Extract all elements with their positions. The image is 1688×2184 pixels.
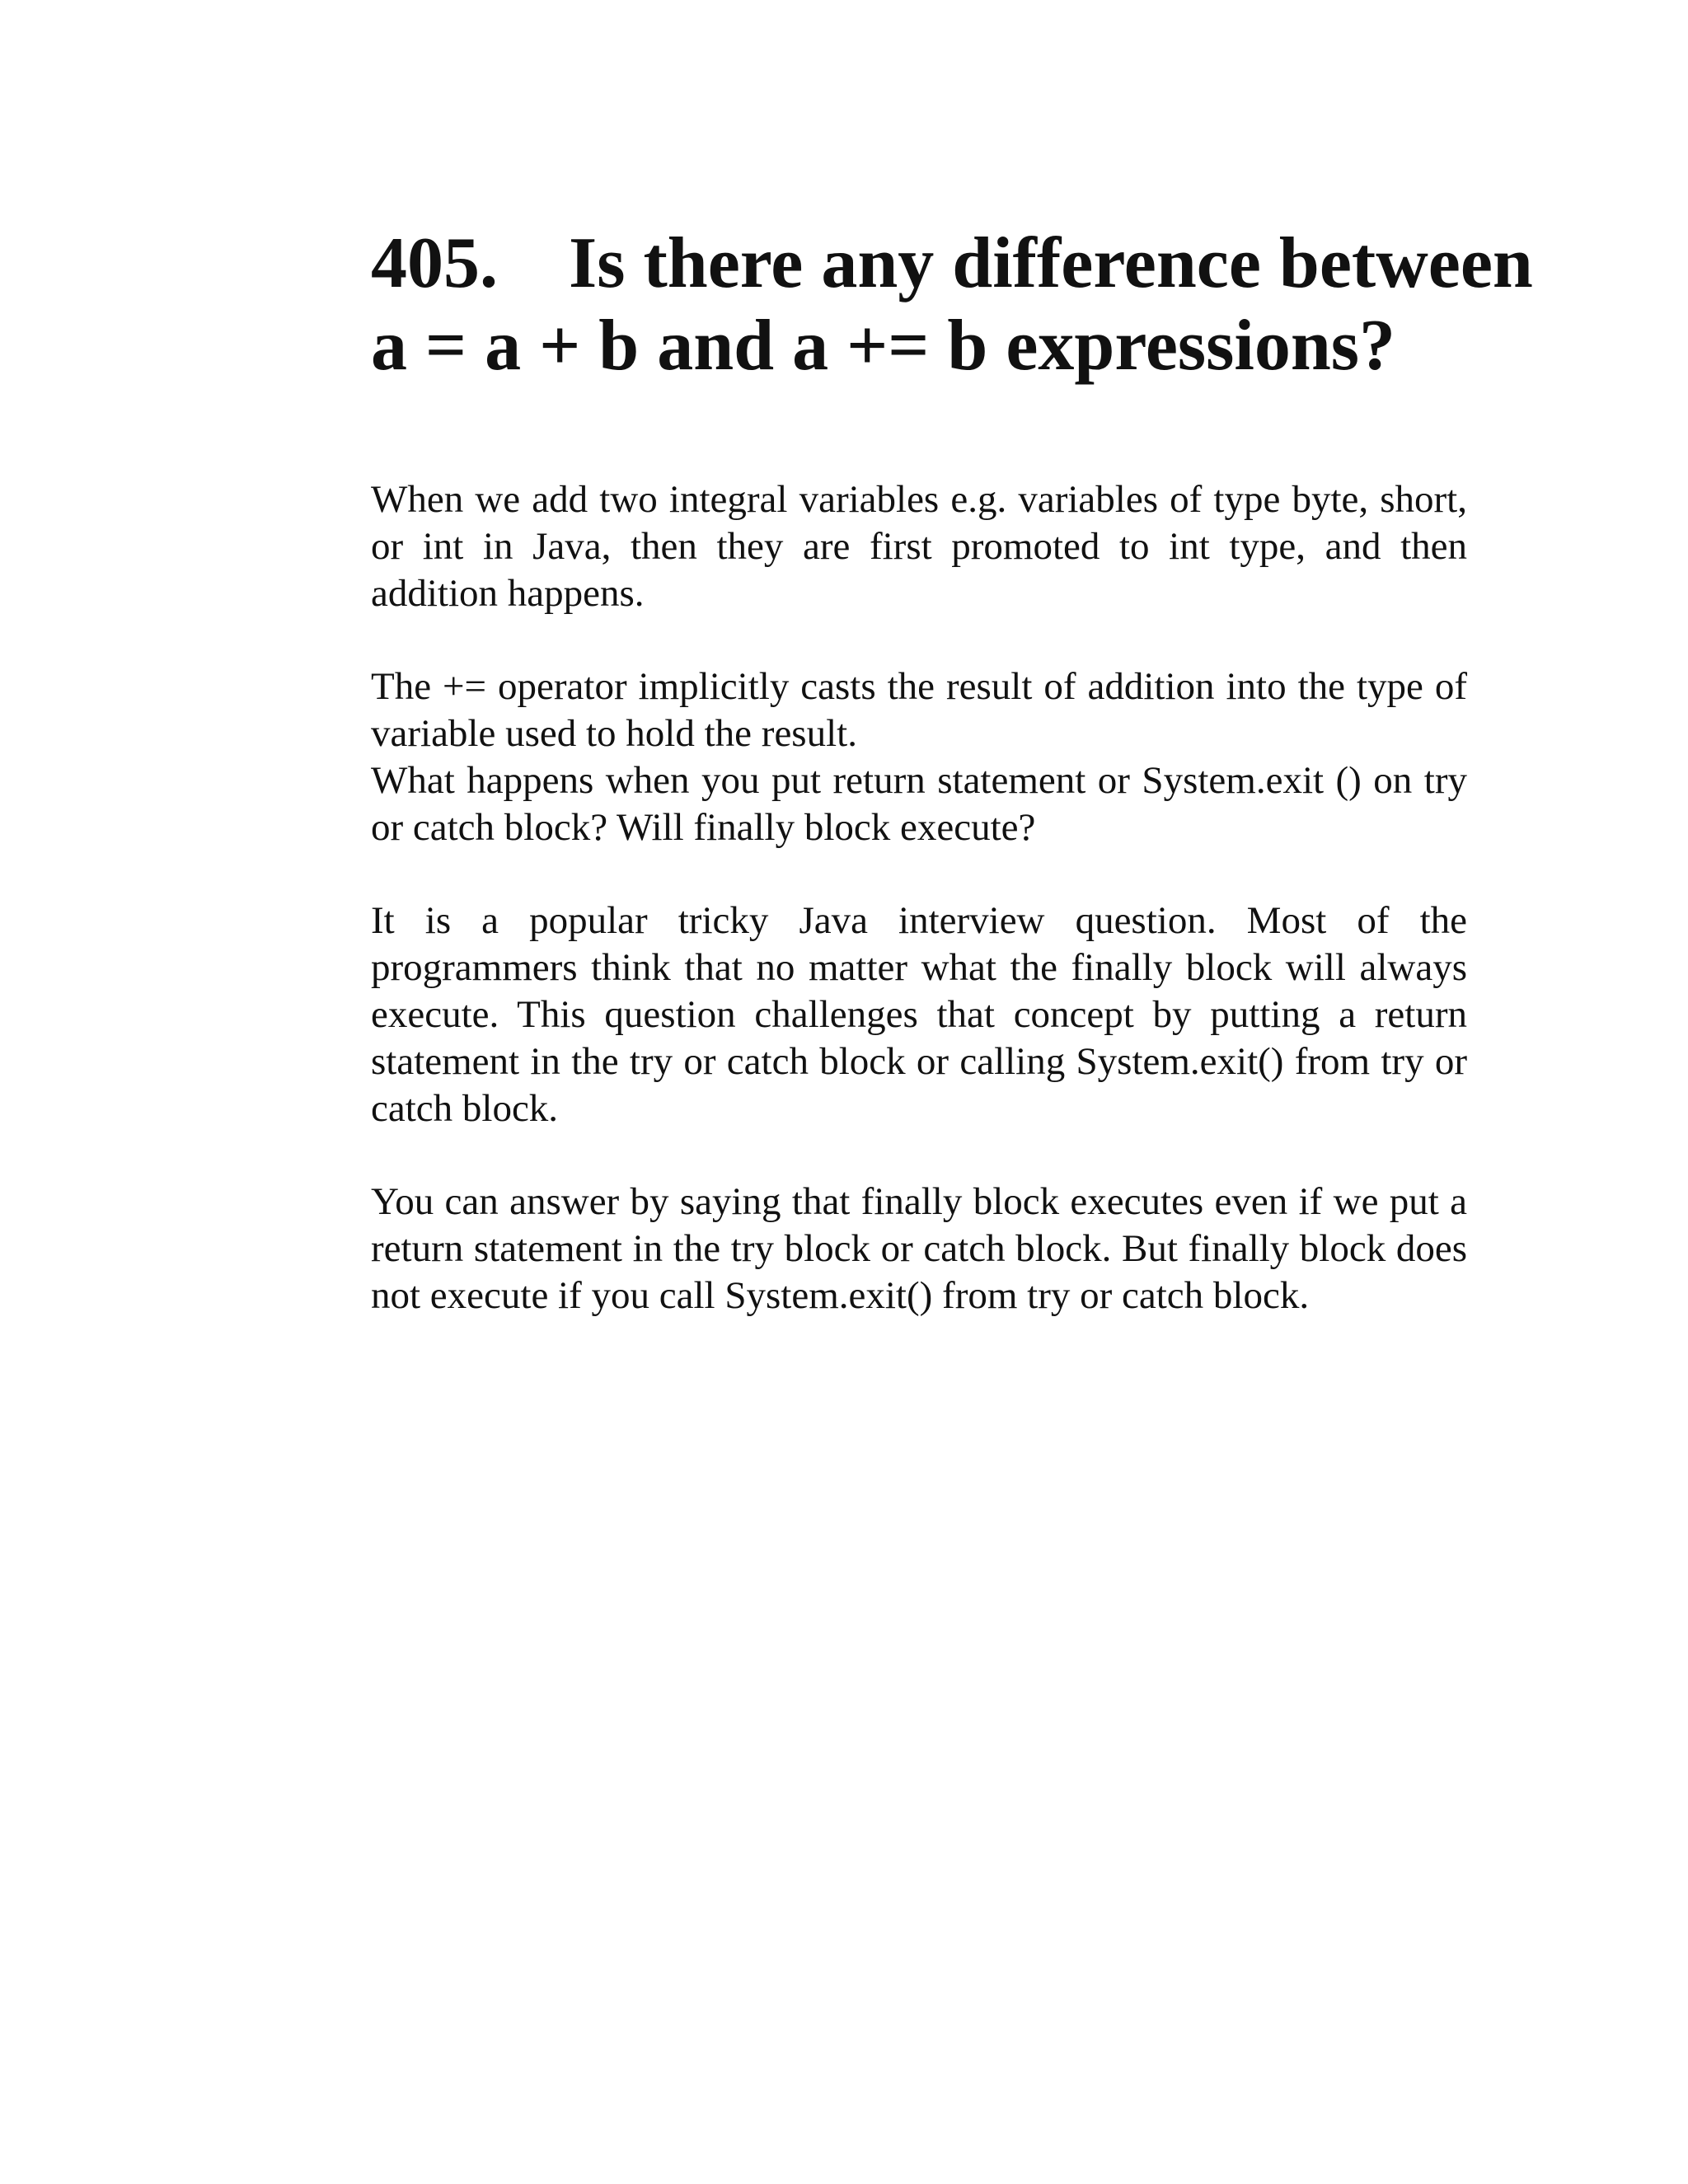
paragraph-implicit-cast: The += operator implicitly casts the result of addition into the type of variable used to hold the result.: [371, 665, 1467, 755]
question-number: 405.: [371, 223, 498, 303]
heading-line-1: [371, 223, 1533, 305]
paragraph-tricky-question: It is a popular tricky Java interview question. Most of the programmers think that no matter what the finally block will always execute. This question challenges that concept by putting a return statement in the try or catch block or calling System.exit() from try or catch block.: [371, 899, 1467, 1130]
paragraph-finally-question: What happens when you put return statement or System.exit () on try or catch block? Will finally block execute?: [371, 759, 1467, 849]
paragraph-integral-promotion: When we add two integral variables e.g. variables of type byte, short, or int in Java, then they are first promoted to int type, and then addition happens.: [371, 478, 1467, 615]
page-content: [371, 223, 1533, 1319]
paragraph-answer: You can answer by saying that finally block executes even if we put a return statement in the try block or catch block. But finally block does not execute if you call System.exit() from try or catch block.: [371, 1180, 1467, 1317]
heading-text-line-1: Is there any difference between: [569, 223, 1533, 303]
heading-text-line-2: a = a + b and a += b expressions?: [371, 306, 1395, 386]
question-heading: [371, 223, 1533, 387]
